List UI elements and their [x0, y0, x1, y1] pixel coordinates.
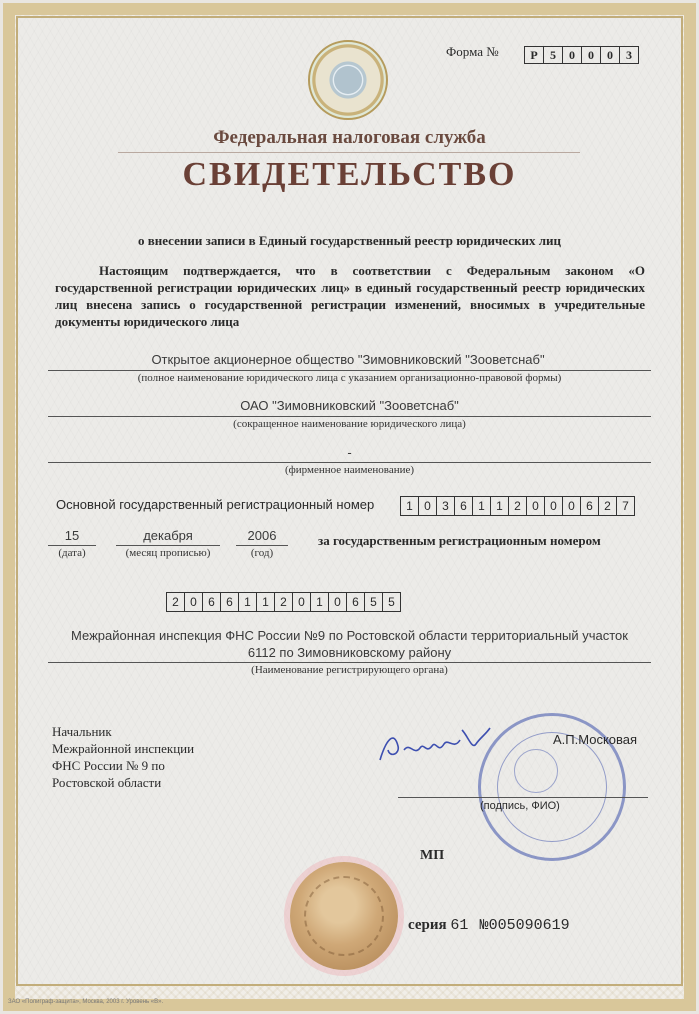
ogrn-digit: 2	[599, 496, 617, 516]
ogrn-digit: 6	[581, 496, 599, 516]
series-label: серия	[408, 917, 447, 933]
handwritten-signature-icon	[376, 720, 496, 770]
date-year-caption: (год)	[250, 547, 274, 559]
form-digit: Р	[524, 46, 544, 64]
ogrn-boxes	[400, 496, 635, 516]
number-prefix: №	[479, 917, 489, 934]
grn-digit: 2	[166, 592, 185, 612]
grn-digit: 1	[239, 592, 257, 612]
signature-line	[398, 797, 648, 798]
grn-digit: 5	[383, 592, 401, 612]
form-number-boxes	[524, 46, 639, 64]
date-month-caption: (месяц прописью)	[125, 547, 211, 559]
grn-boxes	[166, 592, 401, 612]
ogrn-digit: 1	[491, 496, 509, 516]
ogrn-label: Основной государственный регистрационный номер	[56, 497, 375, 512]
short-name-value: ОАО "Зимовниковский "Зооветснаб"	[240, 398, 459, 413]
full-name-value: Открытое акционерное общество "Зимовниковский "Зооветснаб"	[151, 352, 545, 367]
form-number-label: Форма №	[446, 44, 499, 59]
grn-digit: 6	[347, 592, 365, 612]
date-month: декабря	[143, 528, 193, 543]
ogrn-digit: 0	[527, 496, 545, 516]
authority-line	[48, 662, 651, 663]
short-name-line	[48, 416, 651, 417]
gold-seal-icon	[290, 862, 398, 970]
date-year: 2006	[247, 528, 277, 543]
grn-digit: 1	[311, 592, 329, 612]
ogrn-digit: 6	[455, 496, 473, 516]
grn-digit: 0	[329, 592, 347, 612]
signature-caption: (подпись, ФИО)	[480, 800, 560, 812]
printer-imprint: ЗАО «Полиграф-защита», Москва, 2003 г. Уровень «В».	[8, 999, 164, 1005]
brand-name-line	[48, 462, 651, 463]
date-month-line	[116, 545, 220, 546]
signer-name: А.П.Московая	[553, 732, 638, 747]
registration-number-phrase: за государственным регистрационным номером	[318, 533, 601, 548]
chief-title	[52, 723, 194, 791]
chief-line: Начальник	[52, 724, 112, 739]
series-value: 61	[450, 917, 469, 934]
grn-digit: 0	[185, 592, 203, 612]
date-day-caption: (дата)	[58, 547, 86, 559]
agency-title: Федеральная налоговая служба	[213, 127, 486, 148]
seal-place-mark: МП	[420, 848, 445, 863]
ogrn-digit: 2	[509, 496, 527, 516]
chief-line: Межрайонной инспекции	[52, 741, 195, 756]
form-digit: 5	[544, 46, 563, 64]
ogrn-digit: 1	[473, 496, 491, 516]
authority-caption: (Наименование регистрирующего органа)	[251, 664, 448, 676]
authority-line-1: Межрайонная инспекция ФНС России №9 по Ростовской области территориальный участок	[71, 628, 628, 643]
document-number: 005090619	[488, 917, 570, 934]
confirmation-paragraph: Настоящим подтверждается, что в соответствии с Федеральным законом «О государственной регистрации юридических лиц» в единый государственный реестр юридических лиц внесена запись о государственной регистрации изменений, вносимых в учредительные документы юридического лица	[55, 263, 645, 329]
chief-line: Ростовской области	[52, 775, 162, 790]
fns-emblem-icon	[308, 40, 388, 120]
form-digit: 0	[601, 46, 620, 64]
brand-name-value: -	[347, 445, 352, 460]
ogrn-digit: 3	[437, 496, 455, 516]
certificate-subtitle: о внесении записи в Единый государственный реестр юридических лиц	[137, 233, 561, 248]
series-number	[408, 917, 570, 934]
grn-digit: 6	[221, 592, 239, 612]
full-name-caption: (полное наименование юридического лица с указанием организационно-правовой формы)	[137, 372, 562, 384]
grn-digit: 0	[293, 592, 311, 612]
grn-digit: 2	[275, 592, 293, 612]
grn-digit: 6	[203, 592, 221, 612]
date-day-line	[48, 545, 96, 546]
brand-name-caption: (фирменное наименование)	[284, 464, 415, 476]
certificate-title: СВИДЕТЕЛЬСТВО	[182, 156, 517, 193]
ogrn-digit: 0	[545, 496, 563, 516]
grn-digit: 1	[257, 592, 275, 612]
ogrn-digit: 0	[563, 496, 581, 516]
authority-line-2: 6112 по Зимовниковскому району	[247, 645, 452, 660]
grn-digit: 5	[365, 592, 383, 612]
form-digit: 0	[582, 46, 601, 64]
form-digit: 3	[620, 46, 639, 64]
ogrn-digit: 7	[617, 496, 635, 516]
date-year-line	[236, 545, 288, 546]
ogrn-digit: 1	[400, 496, 419, 516]
short-name-caption: (сокращенное наименование юридического лица)	[233, 418, 466, 430]
full-name-line	[48, 370, 651, 371]
date-day: 15	[64, 528, 80, 543]
ogrn-digit: 0	[419, 496, 437, 516]
chief-line: ФНС России № 9 по	[52, 758, 165, 773]
form-digit: 0	[563, 46, 582, 64]
title-divider	[118, 152, 580, 153]
